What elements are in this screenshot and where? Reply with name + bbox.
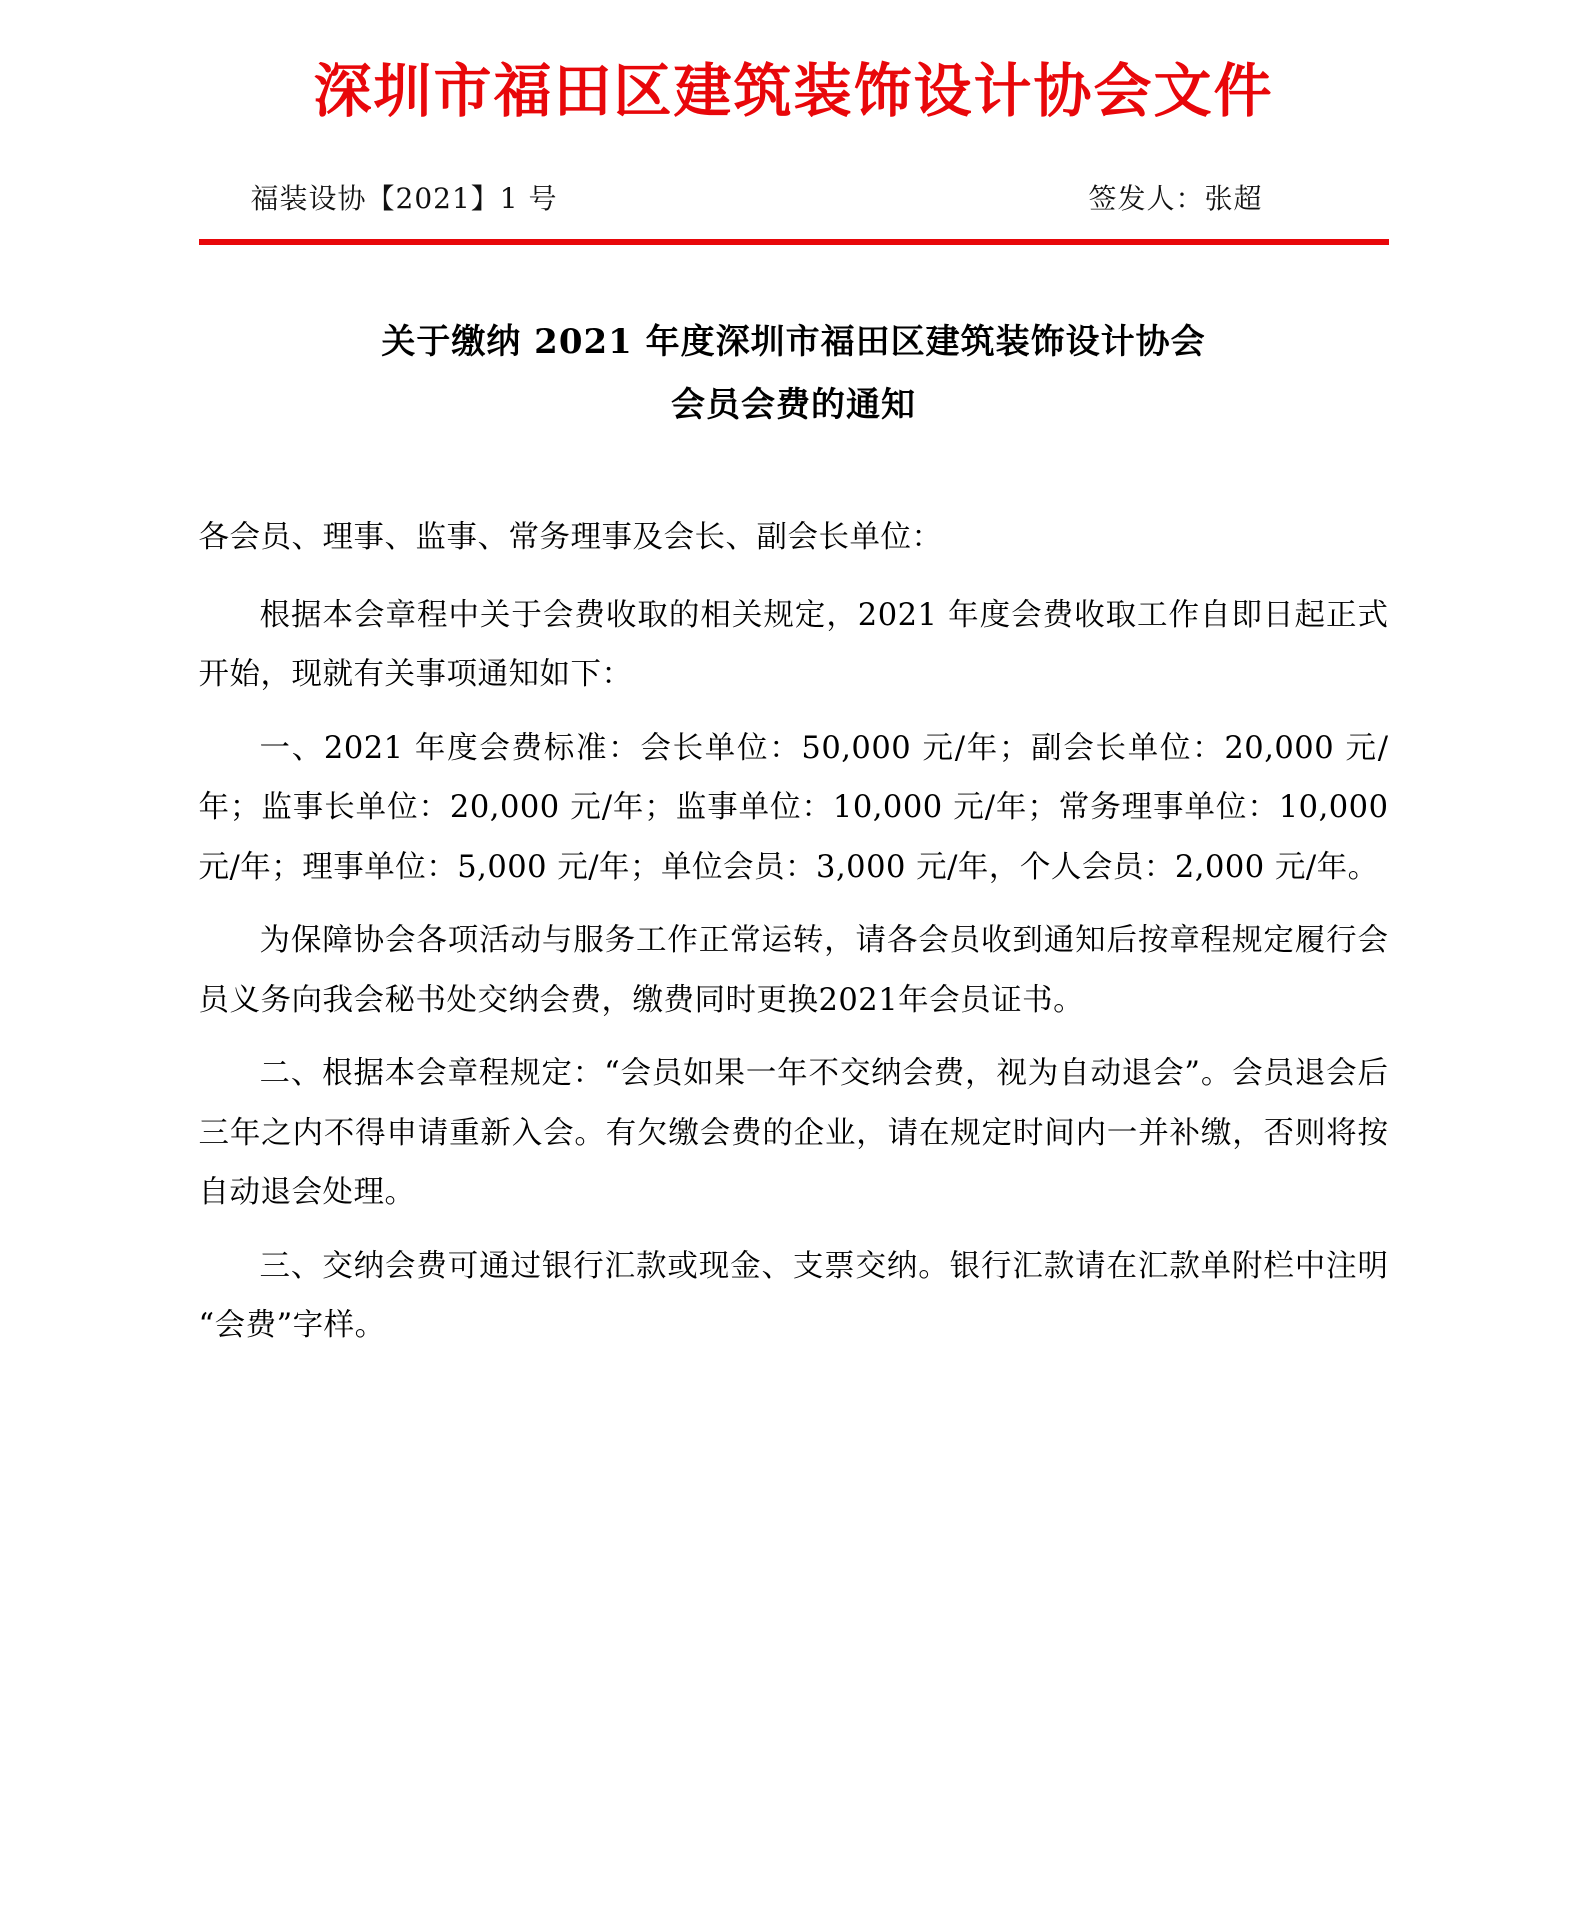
document-subject: [199, 311, 1389, 437]
document-content: [199, 0, 1389, 1356]
body-paragraph: 二、根据本会章程规定：“会员如果一年不交纳会费，视为自动退会”。会员退会后三年之内不得申请重新入会。有欠缴会费的企业，请在规定时间内一并补缴，否则将按自动退会处理。: [198, 1056, 1389, 1211]
document-number: 福装设协【2021】1 号: [250, 181, 558, 215]
document-meta-row: [199, 177, 1389, 217]
subject-line-1: 关于缴纳 2021 年度深圳市福田区建筑装饰设计协会: [381, 321, 1206, 362]
red-divider-rule: [199, 239, 1389, 245]
body-paragraph: 根据本会章程中关于会费收取的相关规定，2021 年度会费收取工作自即日起正式开始，现就有关事项通知如下：: [198, 597, 1389, 693]
document-issuer: 签发人：张超: [1088, 181, 1263, 215]
body-salutation: 各会员、理事、监事、常务理事及会长、副会长单位：: [198, 520, 943, 556]
document-body: [199, 508, 1389, 1355]
body-paragraph: 为保障协会各项活动与服务工作正常运转，请各会员收到通知后按章程规定履行会员义务向我会秘书处交纳会费，缴费同时更换2021年会员证书。: [198, 923, 1389, 1018]
body-paragraph: 三、交纳会费可通过银行汇款或现金、支票交纳。银行汇款请在汇款单附栏中注明“会费”字样。: [198, 1248, 1389, 1344]
subject-line-2: 会员会费的通知: [671, 384, 916, 425]
body-paragraph: 一、2021 年度会费标准：会长单位：50,000 元/年；副会长单位：20,000 元/年；监事长单位：20,000 元/年；监事单位：10,000 元/年；常务理事单位：10,000 元/年；理事单位：5,000 元/年；单位会员：3,000 元/年，个人会员：2,000 元/年。: [198, 730, 1389, 885]
document-header-title: 深圳市福田区建筑装饰设计协会文件: [313, 57, 1274, 125]
